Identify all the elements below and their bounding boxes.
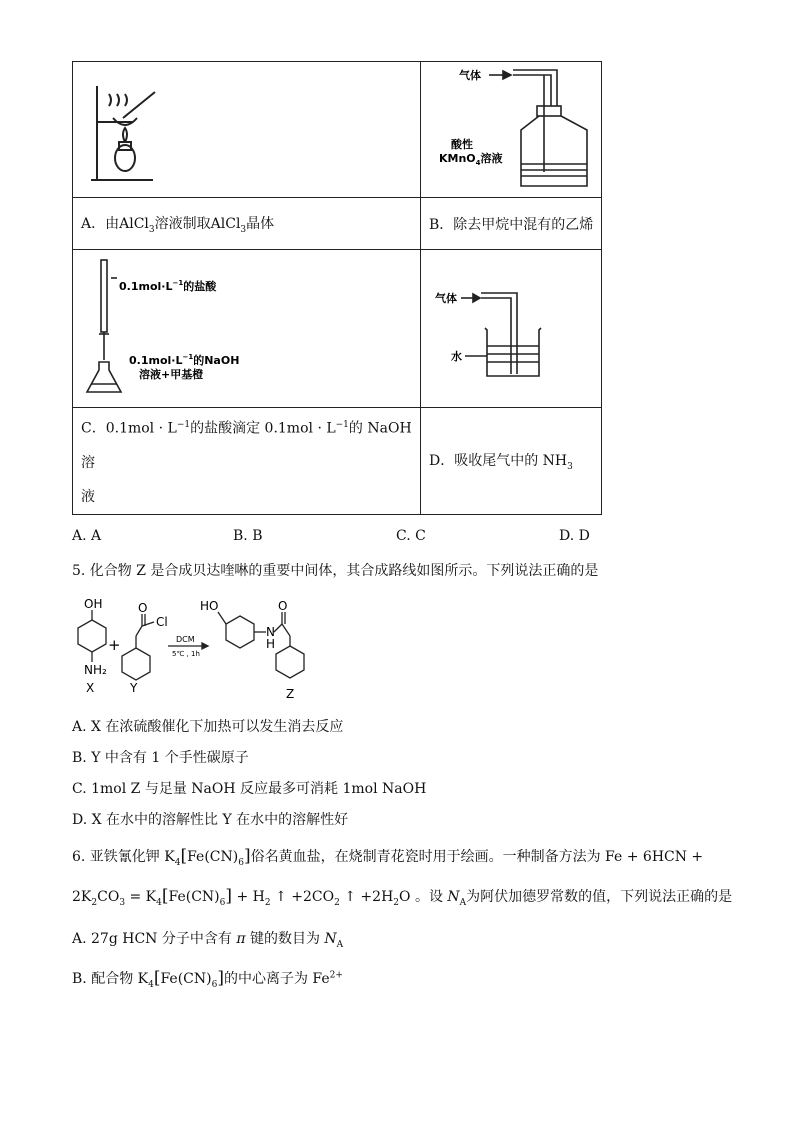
q5-reaction-scheme — [72, 588, 372, 710]
q5-stem: 5. 化合物 Z 是合成贝达喹啉的重要中间体，其合成路线如图所示。下列说法正确的是 — [72, 563, 599, 579]
q5-option-a: A. X 在浓硫酸催化下加热可以发生消去反应 — [72, 719, 344, 735]
fig-b-gas-label: 气体 — [459, 69, 481, 82]
q6-stem-line1: 6. 亚铁氰化钾 $K_4[Fe(CN)_6]$俗名黄血盐，在烧制青花瓷时用于绘画。一种制备方法为 Fe + 6HCN + — [72, 846, 704, 868]
svg-text:NH₂: NH₂ — [84, 663, 107, 677]
svg-text:O: O — [278, 599, 288, 613]
caption-c: C．$0.1mol \cdot L^{-1}$的盐酸滴定 $0.1mol \cdot L^{-1}$的 NaOH 溶 液 — [73, 408, 421, 515]
svg-text:+: + — [108, 636, 121, 654]
svg-text:Y: Y — [130, 681, 138, 695]
caption-b: B．除去甲烷中混有的乙烯 — [421, 198, 602, 250]
svg-text:5℃ , 1h: 5℃ , 1h — [172, 650, 200, 658]
fig-c-bottom-label-2: 溶液+甲基橙 — [139, 368, 204, 381]
svg-text:DCM: DCM — [176, 635, 195, 644]
titration-apparatus-figure — [73, 250, 420, 407]
options-table — [72, 61, 602, 515]
q6-option-b: B. 配合物 $K_4[Fe(CN)_6]$的中心离子为 $Fe^{2+}$ — [72, 968, 343, 990]
q6-stem-line2: $2K_2CO_3 = K_4[Fe(CN)_6] + H_2$ ↑ $+2CO_2$ ↑ $+2H_2O$ 。设 $N_A$为阿伏加德罗常数的值，下列说法正确的是 — [72, 886, 733, 908]
caption-a: A．由AlCl$_3$溶液制取AlCl$_3$晶体 — [73, 198, 421, 250]
svg-text:HO: HO — [200, 599, 219, 613]
figure-cell-b — [421, 62, 602, 198]
svg-text:Z: Z — [286, 687, 295, 701]
q5-option-c: C. 1mol Z 与足量 NaOH 反应最多可消耗 1mol NaOH — [72, 781, 427, 797]
svg-text:Cl: Cl — [156, 615, 168, 629]
caption-d: D．吸收尾气中的 $NH_3$ — [421, 408, 602, 515]
figure-cell-c — [73, 250, 421, 408]
fig-d-gas-label: 气体 — [435, 292, 457, 305]
svg-text:OH: OH — [84, 597, 103, 611]
q4-choice-d: D. D — [559, 528, 590, 544]
q6-option-a: A. 27g HCN 分子中含有 π 键的数目为 $N_A$ — [72, 931, 344, 950]
figure-cell-a — [73, 62, 421, 198]
fig-b-label-line2: KMnO$_4$溶液 — [439, 152, 503, 167]
figure-cell-d — [421, 250, 602, 408]
svg-text:O: O — [138, 601, 148, 615]
fig-c-top-label: $0.1mol\cdot L^{-1}$的盐酸 — [119, 279, 217, 293]
fig-d-water-label: 水 — [451, 350, 462, 363]
q4-choice-a: A. A — [72, 528, 102, 544]
q5-option-b: B. Y 中含有 1 个手性碳原子 — [72, 750, 249, 766]
fig-b-label-line1: 酸性 — [451, 138, 473, 151]
gas-washing-bottle-figure — [421, 62, 601, 197]
gas-absorption-figure — [421, 250, 601, 407]
evaporation-apparatus-figure — [73, 62, 420, 197]
q5-option-d: D. X 在水中的溶解性比 Y 在水中的溶解性好 — [72, 812, 349, 828]
svg-text:N: N — [266, 625, 275, 639]
q4-choice-b: B. B — [233, 528, 263, 544]
fig-c-bottom-label-1: $0.1mol\cdot L^{-1}$的NaOH — [129, 353, 240, 367]
svg-text:H: H — [266, 637, 276, 651]
q4-choice-c: C. C — [396, 528, 426, 544]
svg-text:X: X — [86, 681, 95, 695]
